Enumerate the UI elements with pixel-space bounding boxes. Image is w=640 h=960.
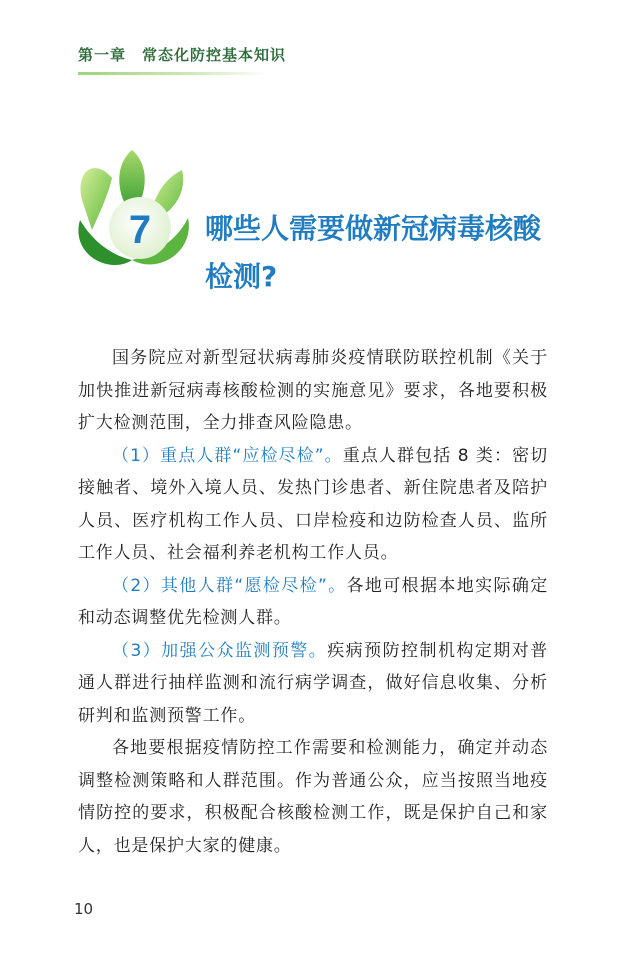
page-number: 10 <box>74 900 94 918</box>
chapter-header: 第一章 常态化防控基本知识 <box>78 46 287 64</box>
leaf-number-icon <box>70 140 195 285</box>
paragraph-highlight: （3）加强公众监测预警。 <box>112 640 328 661</box>
paragraph-text: 各地可根据本地实际确定和动态调整优先检测人群。 <box>78 575 548 628</box>
paragraph-text: 疾病预防控制机构定期对普通人群进行抽样监测和流行病学调查，做好信息收集、分析研判和监测预警工作。 <box>78 640 548 726</box>
header-divider <box>78 72 268 75</box>
paragraph-key-groups <box>78 440 548 570</box>
paragraph-other-groups <box>78 570 548 635</box>
paragraph-monitoring <box>78 635 548 733</box>
body-text <box>78 342 548 862</box>
paragraph-conclusion <box>78 732 548 862</box>
paragraph-text: 重点人群包括 8 类：密切接触者、境外入境人员、发热门诊患者、新住院患者及陪护人员、医疗机构工作人员、口岸检疫和边防检查人员、监所工作人员、社会福利养老机构工作人员。 <box>78 445 548 563</box>
paragraph-text: 各地要根据疫情防控工作需要和检测能力，确定并动态调整检测策略和人群范围。作为普通公众，应当按照当地疫情防控的要求，积极配合核酸检测工作，既是保护自己和家人，也是保护大家的健康。 <box>78 738 548 856</box>
section-title: 哪些人需要做新冠病毒核酸检测? <box>205 212 542 293</box>
section-number: 7 <box>128 208 152 252</box>
paragraph-highlight: （1）重点人群“应检尽检”。 <box>112 445 343 466</box>
paragraph-intro <box>78 342 548 440</box>
paragraph-text: 国务院应对新型冠状病毒肺炎疫情联防联控机制《关于加快推进新冠病毒核酸检测的实施意见》要求，各地要积极扩大检测范围，全力排查风险隐患。 <box>78 348 548 433</box>
paragraph-highlight: （2）其他人群“愿检尽检”。 <box>112 575 347 596</box>
